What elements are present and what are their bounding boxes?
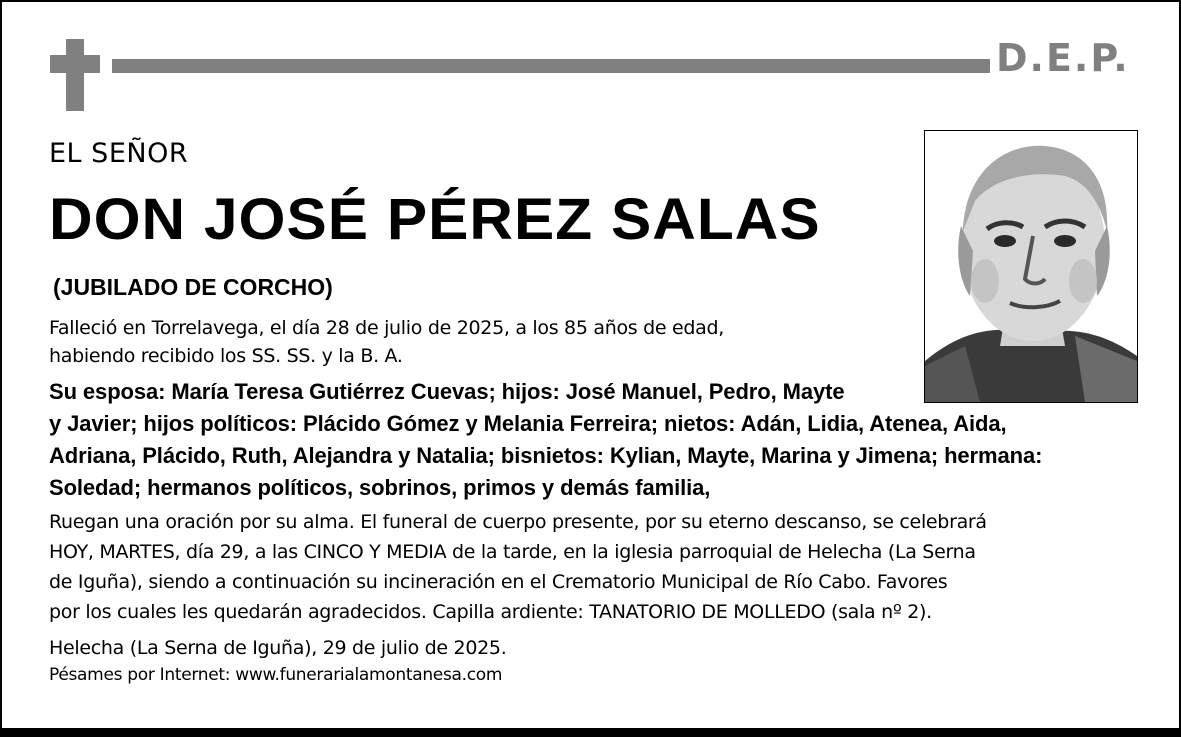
cross-icon — [66, 39, 84, 111]
family-line: Su esposa: María Teresa Gutiérrez Cuevas; hijos: José Manuel, Pedro, Mayte — [49, 379, 845, 404]
condolences-link[interactable]: Pésames por Internet: www.funerarialamontanesa.com — [49, 665, 503, 685]
funeral-line: por los cuales les quedarán agradecidos. Capilla ardiente: TANATORIO DE MOLLEDO (sala nº 2). — [49, 601, 932, 623]
dep-label: D.E.P. — [996, 36, 1130, 80]
funeral-line: de Iguña), siendo a continuación su incineración en el Crematorio Municipal de Río Cabo. Favores — [49, 571, 948, 593]
place-date: Helecha (La Serna de Iguña), 29 de julio de 2025. — [49, 637, 507, 659]
portrait-photo — [924, 130, 1138, 403]
death-notice-line: habiendo recibido los SS. SS. y la B. A. — [49, 345, 403, 367]
cross-icon-bar — [50, 55, 100, 73]
funeral-line: HOY, MARTES, día 29, a las CINCO Y MEDIA de la tarde, en la iglesia parroquial de Helecha (La Serna — [49, 541, 976, 563]
header-rule — [112, 59, 990, 73]
title-label: EL SEÑOR — [49, 138, 189, 169]
family-line: Soledad; hermanos políticos, sobrinos, primos y demás familia, — [49, 475, 711, 500]
family-line: y Javier; hijos políticos: Plácido Gómez y Melania Ferreira; nietos: Adán, Lidia, Atenea, Aida, — [49, 411, 1007, 436]
death-notice-line: Falleció en Torrelavega, el día 28 de julio de 2025, a los 85 años de edad, — [49, 317, 725, 339]
occupation-label: (JUBILADO DE CORCHO) — [53, 274, 333, 300]
deceased-name: DON JOSÉ PÉREZ SALAS — [49, 187, 821, 252]
family-line: Adriana, Plácido, Ruth, Alejandra y Natalia; bisnietos: Kylian, Mayte, Marina y Jimena; hermana: — [49, 443, 1043, 468]
funeral-line: Ruegan una oración por su alma. El funeral de cuerpo presente, por su eterno descanso, se celebrará — [49, 511, 987, 533]
